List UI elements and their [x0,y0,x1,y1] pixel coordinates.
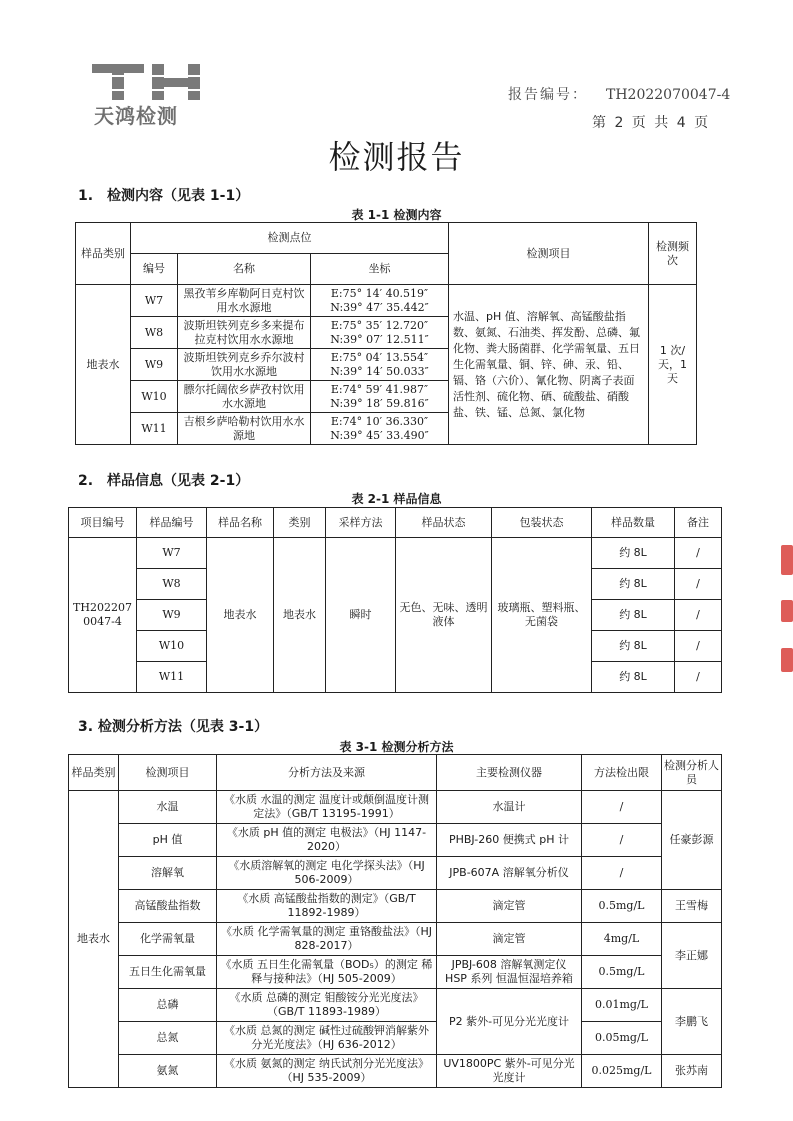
coord-e: E:75° 35′ 12.720″ [330,318,429,332]
t3-item: 化学需氧量 [119,923,217,956]
table2-caption: 表 2-1 样品信息 [351,492,442,506]
t3-limit: 0.05mg/L [582,1022,662,1055]
t3-item: 氨氮 [119,1055,217,1088]
page-info: 第 2 页 共 4 页 [592,115,709,131]
sample-info-table [68,507,722,693]
t2-sample-no: W8 [137,569,207,600]
t1-freq: 1 次/天，1 天 [649,285,697,445]
t2-header: 项目编号 [69,508,137,538]
analysis-method-table [68,754,722,1088]
t3-header-category: 样品类别 [69,755,119,791]
t2-note: / [675,569,722,600]
t3-header-item: 检测项目 [119,755,217,791]
t2-note: / [675,631,722,662]
t1-header-items: 检测项目 [449,223,649,285]
t2-header: 类别 [274,508,326,538]
coord-n: N:39° 47′ 35.442″ [330,300,429,314]
logo-text: 天鸿检测 [94,104,178,128]
t2-sample-name: 地表水 [207,538,274,693]
t2-sample-no: W9 [137,600,207,631]
coord-n: N:39° 07′ 12.511″ [330,332,429,346]
t3-method: 《水质溶解氧的测定 电化学探头法》（HJ 506-2009） [217,857,437,890]
t1-row-no: W8 [131,317,178,349]
t1-row-no: W10 [131,381,178,413]
t3-limit: 0.025mg/L [582,1055,662,1088]
report-number [508,84,730,104]
t1-header-coord: 坐标 [311,254,449,285]
table3-caption: 表 3-1 检测分析方法 [339,740,454,754]
t2-sample-no: W10 [137,631,207,662]
page-title: 检测报告 [328,138,465,176]
coord-e: E:74° 10′ 36.330″ [330,414,429,428]
t1-row-name: 膘尔托阔依乡萨孜村饮用水水源地 [178,381,311,413]
t1-row-coord [311,349,449,381]
logo-th-mark [92,62,212,102]
t2-qty: 约 8L [592,538,675,569]
section1-heading: 1. 检测内容（见表 1-1） [78,188,250,204]
t3-header-limit: 方法检出限 [582,755,662,791]
t3-method: 《水质 高锰酸盐指数的测定》（GB/T 11892-1989） [217,890,437,923]
t1-items: 水温、pH 值、溶解氧、高锰酸盐指数、氨氮、石油类、挥发酚、总磷、氟化物、粪大肠菌群、化学需氧量、五日生化需氧量、铜、锌、砷、汞、铅、镉、铬（六价）、氰化物、阴离子表面活性剂、硫化物、硒、硫酸盐、硝酸盐、铁、锰、总氮、氯化物 [449,285,649,445]
t3-analyst-row9: 张苏南 [662,1055,722,1088]
t2-project-no: TH2022070047-4 [69,538,137,693]
t3-limit: 0.5mg/L [582,956,662,989]
t3-header-method: 分析方法及来源 [217,755,437,791]
t2-header: 样品编号 [137,508,207,538]
t2-sample-no: W11 [137,662,207,693]
coord-e: E:75° 04′ 13.554″ [330,350,429,364]
coord-n: N:39° 14′ 50.033″ [330,364,429,378]
t3-analyst-group4: 李鹏飞 [662,989,722,1055]
t3-header-analyst: 检测分析人员 [662,755,722,791]
t2-qty: 约 8L [592,662,675,693]
t1-row-name: 黑孜苇乡库勒阿日克村饮用水水源地 [178,285,311,317]
t3-instrument: 滴定管 [437,890,582,923]
coord-e: E:75° 14′ 40.519″ [330,286,429,300]
t2-category: 地表水 [274,538,326,693]
t3-analyst-group1: 任豪彭源 [662,791,722,890]
t3-method: 《水质 化学需氧量的测定 重铬酸盐法》（HJ 828-2017） [217,923,437,956]
t3-method: 《水质 总氮的测定 碱性过硫酸钾消解紫外分光光度法》（HJ 636-2012） [217,1022,437,1055]
t3-item: 水温 [119,791,217,824]
t2-method: 瞬时 [326,538,396,693]
t2-header: 样品数量 [592,508,675,538]
t1-header-point: 检测点位 [131,223,449,254]
t1-row-coord [311,317,449,349]
t1-row-no: W9 [131,349,178,381]
t1-category: 地表水 [76,285,131,445]
t2-header: 采样方法 [326,508,396,538]
t2-note: / [675,538,722,569]
t3-analyst-group3: 李正娜 [662,923,722,989]
t3-method: 《水质 水温的测定 温度计或颠倒温度计测定法》（GB/T 13195-1991） [217,791,437,824]
t2-header: 样品名称 [207,508,274,538]
t3-header-instrument: 主要检测仪器 [437,755,582,791]
t1-header-no: 编号 [131,254,178,285]
t3-item: 总氮 [119,1022,217,1055]
t3-limit: / [582,857,662,890]
t3-category: 地表水 [69,791,119,1088]
t3-item: 总磷 [119,989,217,1022]
t3-instrument: PHBJ-260 便携式 pH 计 [437,824,582,857]
t3-instrument-p2: P2 紫外-可见分光光度计 [437,989,582,1055]
t3-item: 高锰酸盐指数 [119,890,217,923]
t3-method: 《水质 总磷的测定 钼酸铵分光光度法》（GB/T 11893-1989） [217,989,437,1022]
t3-limit: / [582,791,662,824]
t3-item: 溶解氧 [119,857,217,890]
seal-fragment [781,648,793,672]
t2-state: 无色、无味、透明液体 [396,538,492,693]
t1-row-coord [311,413,449,445]
t1-header-freq: 检测频次 [649,223,697,285]
report-number-label: 报告编号： [508,87,588,103]
t3-analyst-group2: 王雪梅 [662,890,722,923]
t3-instrument: JPB-607A 溶解氧分析仪 [437,857,582,890]
t2-qty: 约 8L [592,600,675,631]
t2-qty: 约 8L [592,569,675,600]
t1-header-name: 名称 [178,254,311,285]
t3-instrument: JPBJ-608 溶解氧测定仪 HSP 系列 恒温恒湿培养箱 [437,956,582,989]
t1-row-name: 波斯坦铁列克乡乔尔波村饮用水水源地 [178,349,311,381]
t3-instrument: 水温计 [437,791,582,824]
t3-limit: 0.5mg/L [582,890,662,923]
section2-heading: 2. 样品信息（见表 2-1） [78,473,250,489]
seal-fragment [781,545,793,575]
t3-method: 《水质 五日生化需氧量（BOD₅）的测定 稀释与接种法》（HJ 505-2009） [217,956,437,989]
t2-header: 备注 [675,508,722,538]
seal-fragment [781,600,793,622]
t3-limit: 4mg/L [582,923,662,956]
t1-row-name: 波斯坦铁列克乡多来提布拉克村饮用水水源地 [178,317,311,349]
coord-e: E:74° 59′ 41.987″ [330,382,429,396]
detection-content-table [75,222,697,445]
coord-n: N:39° 45′ 33.490″ [330,428,429,442]
t2-note: / [675,662,722,693]
t2-header: 包装状态 [492,508,592,538]
t3-item: pH 值 [119,824,217,857]
t2-header: 样品状态 [396,508,492,538]
t2-note: / [675,600,722,631]
t1-row-name: 吉根乡萨哈勒村饮用水水源地 [178,413,311,445]
t1-header-category: 样品类别 [76,223,131,285]
t2-sample-no: W7 [137,538,207,569]
section3-heading: 3. 检测分析方法（见表 3-1） [78,719,269,735]
report-number-value: TH2022070047-4 [606,87,731,103]
t1-row-no: W11 [131,413,178,445]
t2-qty: 约 8L [592,631,675,662]
t1-row-coord [311,285,449,317]
t2-package: 玻璃瓶、塑料瓶、无菌袋 [492,538,592,693]
coord-n: N:39° 18′ 59.816″ [330,396,429,410]
t3-instrument: UV1800PC 紫外-可见分光光度计 [437,1055,582,1088]
t1-row-no: W7 [131,285,178,317]
t3-item: 五日生化需氧量 [119,956,217,989]
t3-method: 《水质 pH 值的测定 电极法》（HJ 1147-2020） [217,824,437,857]
table1-caption: 表 1-1 检测内容 [351,208,442,222]
t1-row-coord [311,381,449,413]
t3-limit: 0.01mg/L [582,989,662,1022]
t3-method: 《水质 氨氮的测定 纳氏试剂分光光度法》（HJ 535-2009） [217,1055,437,1088]
t3-instrument: 滴定管 [437,923,582,956]
t3-limit: / [582,824,662,857]
company-logo [92,62,212,128]
